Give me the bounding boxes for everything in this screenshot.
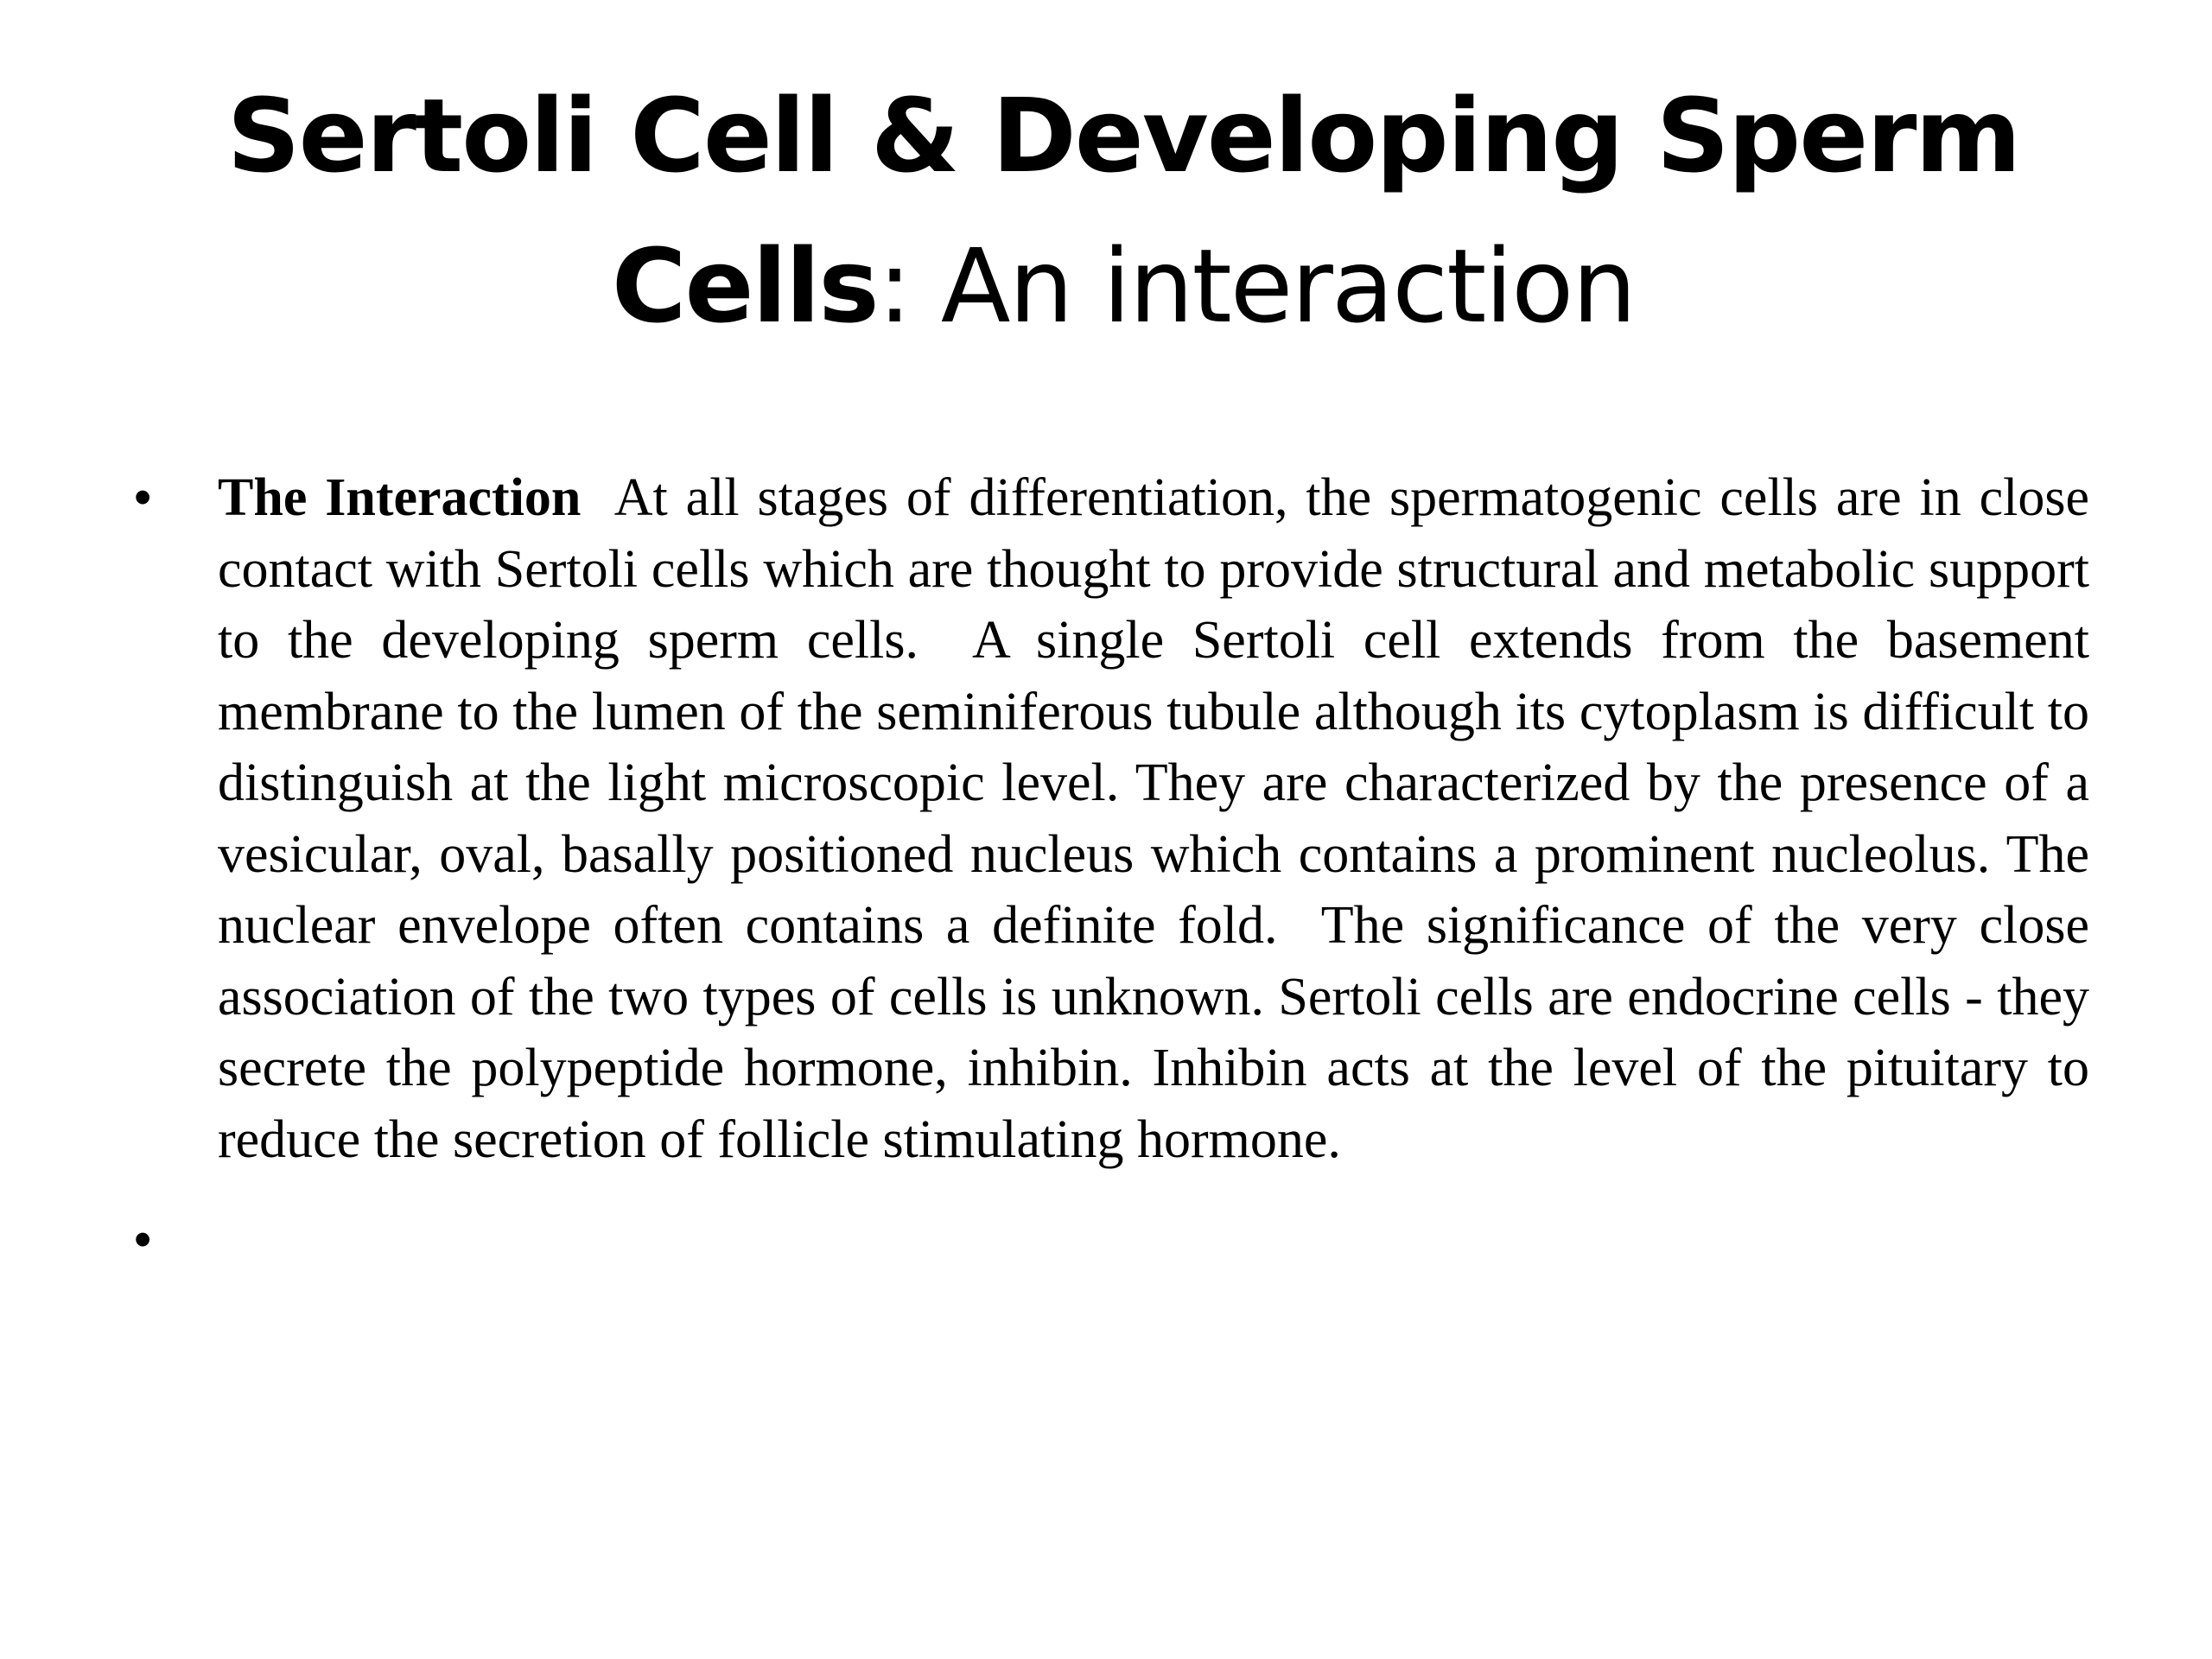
bullet-item (0, 462, 2103, 1175)
bullet-item-empty (0, 1205, 2089, 1275)
bullet-marker: • (134, 1211, 152, 1268)
bullet-marker: • (134, 469, 152, 525)
slide-title-bold: Sertoli Cell & Developing Sperm Cells (226, 76, 2020, 346)
bullet-text (218, 462, 2103, 1175)
slide-title-rest: : An interaction (877, 226, 1636, 346)
slide-title (173, 60, 2074, 361)
bullet-lead: The Interaction (218, 468, 582, 527)
bullet-body: At all stages of differentiation, the spermatogenic cells are in close contact with Sertoli cells which are thought to provide structural and metabolic support to the developing sperm cells. A single Sertoli cell extends from the basement membrane to the lumen of the seminiferous tubule although its cytoplasm is difficult to distinguish at the light microscopic level. They are characterized by the presence of a vesicular, oval, basally positioned nucleus which contains a prominent nucleolus. The nuclear envelope often contains a definite fold. The significance of the very close association of the two types of cells is unknown. Sertoli cells are endocrine cells - they secrete the polypeptide hormone, inhibin. Inhibin acts at the level of the pituitary to reduce the secretion of follicle stimulating hormone. (218, 468, 2103, 1169)
bullet-list (0, 462, 2212, 1275)
